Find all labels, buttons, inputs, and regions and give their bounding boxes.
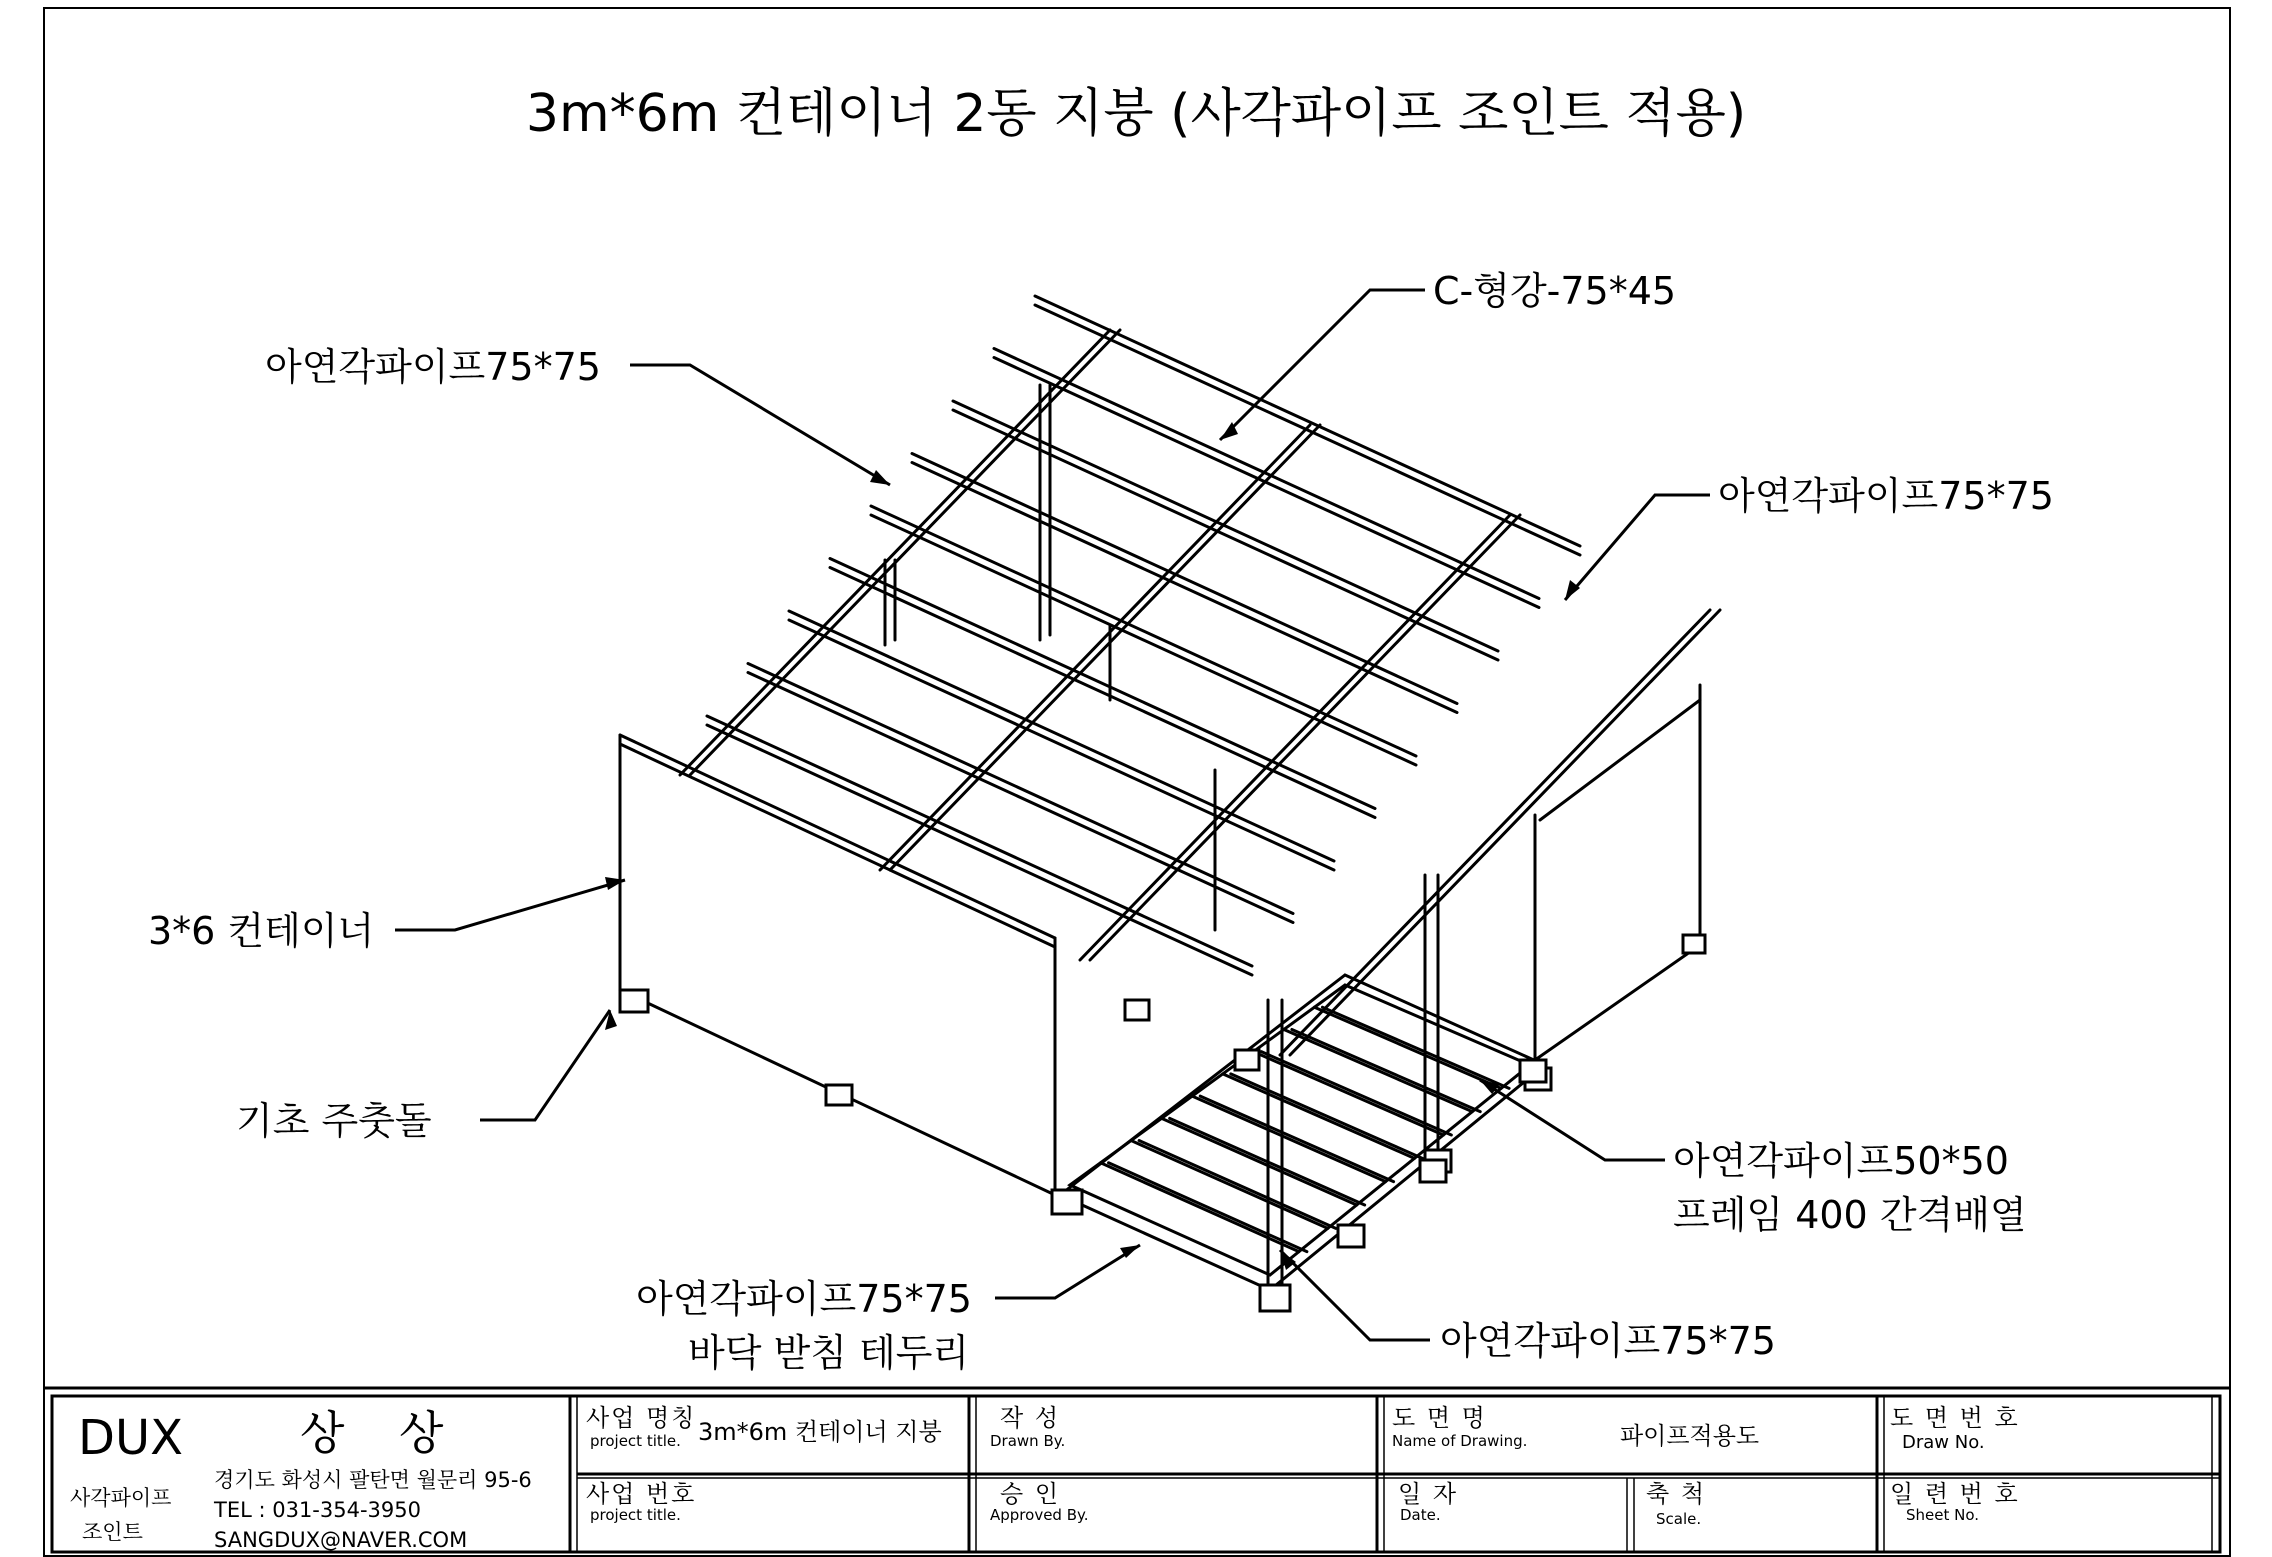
label-container: 3*6 컨테이너	[148, 909, 375, 953]
approved-sub: Approved By.	[990, 1506, 1089, 1524]
roof-purlin	[748, 673, 1293, 923]
roof-purlin	[830, 559, 1375, 809]
roof-purlin	[1035, 305, 1580, 555]
roof-purlin	[789, 611, 1334, 861]
drawing-title: 3m*6m 컨테이너 2동 지붕 (사각파이프 조인트 적용)	[525, 84, 1747, 144]
left-container	[620, 735, 1055, 1195]
draw-no-sub: Draw No.	[1902, 1432, 1985, 1453]
draw-no-label: 도 면 번 호	[1890, 1404, 2020, 1432]
floor-member	[1284, 1029, 1472, 1111]
sheet-no-label: 일 련 번 호	[1890, 1480, 2020, 1508]
date-sub: Date.	[1400, 1506, 1441, 1524]
label-floor-edge: 바닥 받침 테두리	[688, 1331, 970, 1375]
scale-label: 축 척	[1646, 1480, 1706, 1508]
roof-cross-beam	[690, 330, 1120, 775]
roof-purlin	[830, 568, 1375, 818]
brand-line1: 사각파이프	[70, 1486, 172, 1510]
floor-member	[1231, 1074, 1423, 1158]
floor-frame	[1060, 975, 1545, 1290]
label-pipe-top-left: 아연각파이프75*75	[265, 345, 601, 389]
project-name-value: 3m*6m 컨테이너 지붕	[698, 1418, 942, 1446]
floor-member	[1139, 1141, 1336, 1229]
roof-purlin	[994, 349, 1539, 599]
floor-member	[1200, 1096, 1393, 1182]
roof-cross-beams	[680, 330, 1720, 1055]
brand-line2: 조인트	[82, 1520, 143, 1544]
roof-cross-beam	[1280, 610, 1710, 1055]
label-floor-pipe: 아연각파이프75*75	[636, 1277, 972, 1321]
roof-purlin	[789, 620, 1334, 870]
floor-member	[1322, 1007, 1509, 1088]
label-pipe-right: 아연각파이프75*75	[1718, 474, 2054, 518]
floor-member	[1261, 1052, 1451, 1135]
date-label: 일 자	[1398, 1480, 1458, 1508]
drawn-by-label: 작 성	[1000, 1404, 1060, 1432]
project-no-sub: project title.	[590, 1506, 681, 1524]
floor-member	[1192, 1096, 1385, 1182]
company-tel: TEL : 031-354-3950	[214, 1498, 421, 1522]
company-address: 경기도 화성시 팔탄면 월문리 95-6	[214, 1468, 532, 1492]
roof-purlins	[707, 296, 1580, 975]
company-name: DUX	[78, 1410, 183, 1466]
project-name-sub: project title.	[590, 1432, 681, 1450]
drawing-name-sub: Name of Drawing.	[1392, 1432, 1528, 1450]
project-no-label: 사업 번호	[586, 1480, 697, 1508]
roof-cross-beam	[880, 425, 1310, 870]
structure-drawing	[620, 296, 1720, 1311]
floor-member	[1162, 1118, 1357, 1205]
sheet-border	[44, 8, 2230, 1556]
approved-label: 승 인	[1000, 1480, 1060, 1508]
sheet-no-sub: Sheet No.	[1906, 1506, 1980, 1524]
roof-cross-beam	[1090, 515, 1520, 960]
floor-member	[1131, 1141, 1328, 1229]
drawing-name-label: 도 면 명	[1392, 1404, 1487, 1432]
roof-purlin	[707, 725, 1252, 975]
floor-member	[1292, 1029, 1480, 1111]
roof-purlin	[912, 463, 1457, 713]
drawn-by-sub: Drawn By.	[990, 1432, 1066, 1450]
right-container	[1535, 685, 1700, 1060]
company-email: SANGDUX@NAVER.COM	[214, 1528, 468, 1552]
label-frame-pipe: 아연각파이프50*50	[1673, 1139, 2009, 1183]
roof-purlin	[871, 506, 1416, 756]
project-name-label: 사업 명칭	[586, 1404, 697, 1432]
floor-member	[1314, 1007, 1501, 1088]
foundation-stones	[620, 935, 1705, 1311]
label-pipe-bottom: 아연각파이프75*75	[1440, 1319, 1776, 1363]
scale-sub: Scale.	[1656, 1510, 1702, 1528]
label-c-channel: C-형강-75*45	[1433, 269, 1677, 313]
roof-purlin	[707, 716, 1252, 966]
roof-purlin	[871, 515, 1416, 765]
company-sub: 상 상	[300, 1406, 464, 1460]
label-frame-spacing: 프레임 400 간격배열	[1673, 1193, 2027, 1237]
drawing-name-value: 파이프적용도	[1620, 1422, 1760, 1450]
roof-purlin	[748, 664, 1293, 914]
floor-member	[1223, 1074, 1415, 1158]
label-foundation: 기초 주춧돌	[236, 1099, 432, 1143]
